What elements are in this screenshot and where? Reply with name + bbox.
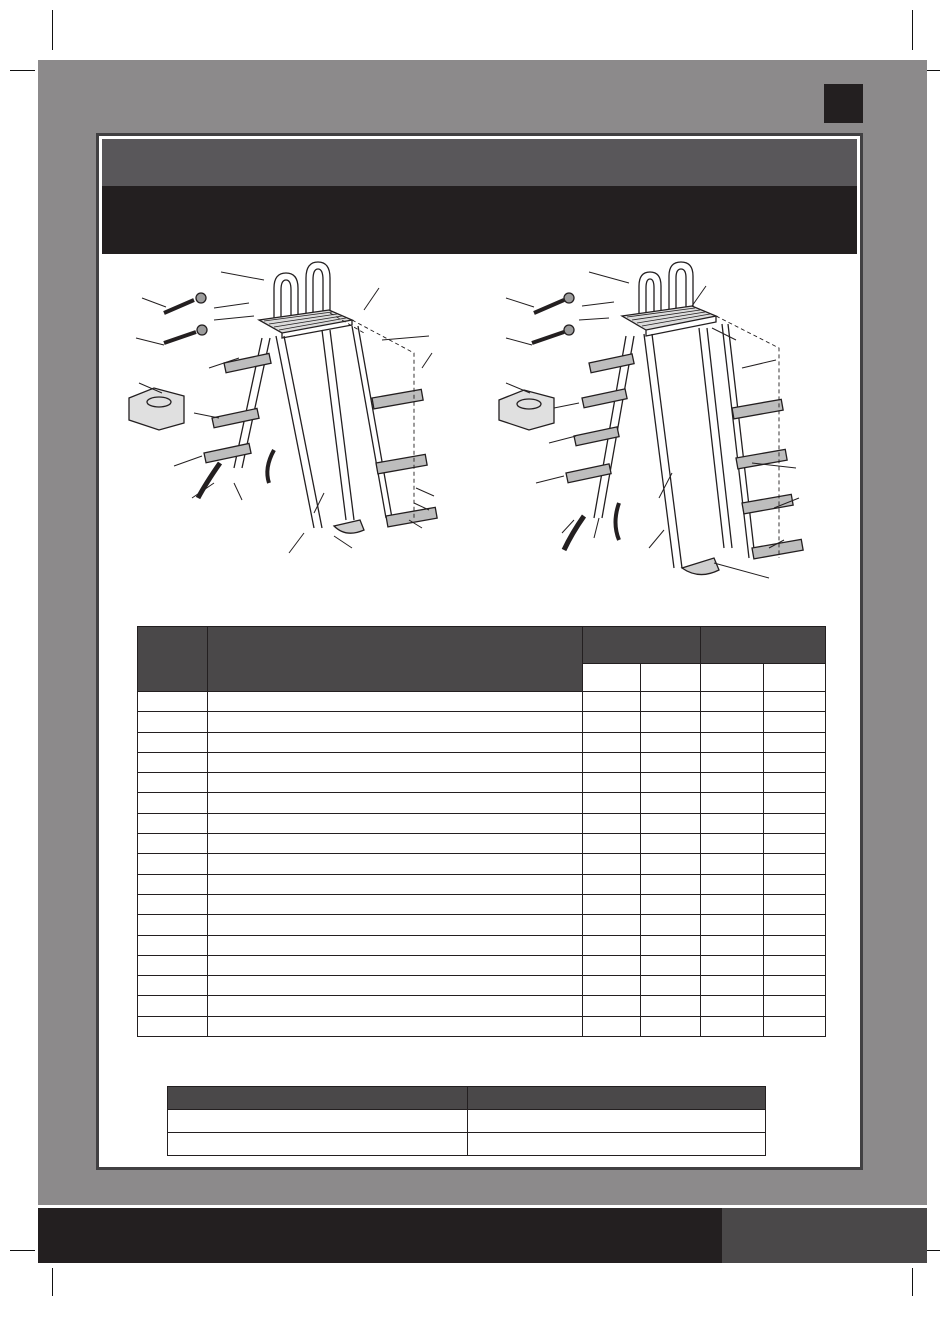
table-cell [701,935,764,955]
table-cell [138,935,208,955]
table-cell [764,834,826,854]
table-cell [138,854,208,874]
table-cell [764,813,826,833]
group-b-header [701,627,826,664]
table-cell [764,692,826,712]
description-header [208,627,583,692]
table-cell [583,834,641,854]
table-cell [208,976,583,996]
sub-header [701,664,764,692]
spec-header [468,1087,766,1110]
table-cell [583,955,641,975]
table-cell [583,894,641,914]
table-cell [583,935,641,955]
table-cell [641,692,701,712]
footer-tab [722,1208,927,1263]
table-cell [138,996,208,1016]
table-cell [138,773,208,793]
table-cell [138,955,208,975]
group-a-header [583,627,701,664]
spec-cell [168,1133,468,1156]
table-cell [701,692,764,712]
crop-mark [912,10,913,50]
table-cell [208,773,583,793]
table-cell [641,732,701,752]
table-row [138,935,826,955]
table-cell [208,692,583,712]
table-cell [764,752,826,772]
crop-mark [52,10,53,50]
table-cell [701,793,764,813]
table-cell [701,915,764,935]
table-cell [764,874,826,894]
table-cell [208,793,583,813]
table-cell [764,1016,826,1036]
spec-header [168,1087,468,1110]
table-cell [138,732,208,752]
table-cell [701,752,764,772]
table-cell [641,712,701,732]
table-cell [208,955,583,975]
spec-row [168,1110,766,1133]
table-cell [641,834,701,854]
table-cell [701,773,764,793]
table-cell [208,712,583,732]
spec-table [167,1086,766,1156]
table-cell [701,1016,764,1036]
crop-mark [10,70,35,71]
spec-cell [468,1133,766,1156]
table-row [138,712,826,732]
table-cell [208,996,583,1016]
spec-cell [468,1110,766,1133]
table-cell [701,955,764,975]
table-cell [641,854,701,874]
table-cell [701,813,764,833]
table-cell [764,935,826,955]
table-cell [701,976,764,996]
table-cell [641,996,701,1016]
table-cell [764,712,826,732]
table-cell [583,793,641,813]
table-cell [641,1016,701,1036]
spec-cell [168,1110,468,1133]
table-cell [641,813,701,833]
table-cell [208,752,583,772]
table-row [138,773,826,793]
parts-table [137,626,826,1037]
table-row [138,874,826,894]
table-cell [764,793,826,813]
table-cell [583,712,641,732]
table-row [138,834,826,854]
table-row [138,894,826,914]
table-cell [208,1016,583,1036]
table-cell [208,813,583,833]
table-cell [208,915,583,935]
table-cell [583,915,641,935]
table-cell [701,732,764,752]
table-row [138,813,826,833]
table-cell [641,976,701,996]
table-cell [138,712,208,732]
table-cell [641,935,701,955]
table-cell [208,834,583,854]
ladder-diagram-four-step [494,258,834,588]
table-cell [641,752,701,772]
table-cell [764,732,826,752]
table-row [138,752,826,772]
table-cell [138,915,208,935]
table-cell [138,752,208,772]
table-cell [583,732,641,752]
table-cell [583,813,641,833]
table-cell [764,915,826,935]
spec-row [168,1133,766,1156]
table-cell [583,773,641,793]
crop-mark [912,1268,913,1296]
table-row [138,793,826,813]
table-cell [764,976,826,996]
table-cell [641,915,701,935]
table-cell [138,1016,208,1036]
table-cell [138,976,208,996]
sub-header [641,664,701,692]
table-cell [583,874,641,894]
table-cell [138,834,208,854]
table-cell [208,874,583,894]
table-cell [701,712,764,732]
table-cell [138,894,208,914]
table-cell [701,854,764,874]
footer-bar [38,1208,722,1263]
content-panel [96,133,863,1170]
parts-table-body [138,692,826,1037]
table-cell [583,996,641,1016]
crop-mark [52,1268,53,1296]
table-cell [138,793,208,813]
table-cell [641,773,701,793]
page-number-box [824,84,863,123]
table-cell [641,955,701,975]
table-row [138,854,826,874]
table-row [138,732,826,752]
sub-header [764,664,826,692]
table-row [138,976,826,996]
ref-header [138,627,208,692]
table-cell [208,935,583,955]
table-row [138,692,826,712]
table-row [138,996,826,1016]
table-cell [764,955,826,975]
table-cell [583,854,641,874]
table-cell [583,1016,641,1036]
table-cell [764,996,826,1016]
table-row [138,915,826,935]
table-cell [208,894,583,914]
table-cell [764,773,826,793]
table-cell [764,894,826,914]
table-cell [701,996,764,1016]
table-cell [208,732,583,752]
table-cell [138,813,208,833]
ladder-diagram-three-step [124,258,464,578]
table-row [138,1016,826,1036]
table-cell [208,854,583,874]
table-cell [583,752,641,772]
sub-header [583,664,641,692]
crop-mark [10,1250,35,1251]
table-cell [764,854,826,874]
table-cell [641,793,701,813]
table-row [138,955,826,975]
table-cell [701,834,764,854]
section-header [102,139,857,186]
table-cell [138,692,208,712]
table-cell [641,874,701,894]
table-cell [701,894,764,914]
table-cell [583,692,641,712]
table-cell [138,874,208,894]
title-bar [102,186,857,254]
table-cell [583,976,641,996]
table-cell [641,894,701,914]
table-cell [701,874,764,894]
